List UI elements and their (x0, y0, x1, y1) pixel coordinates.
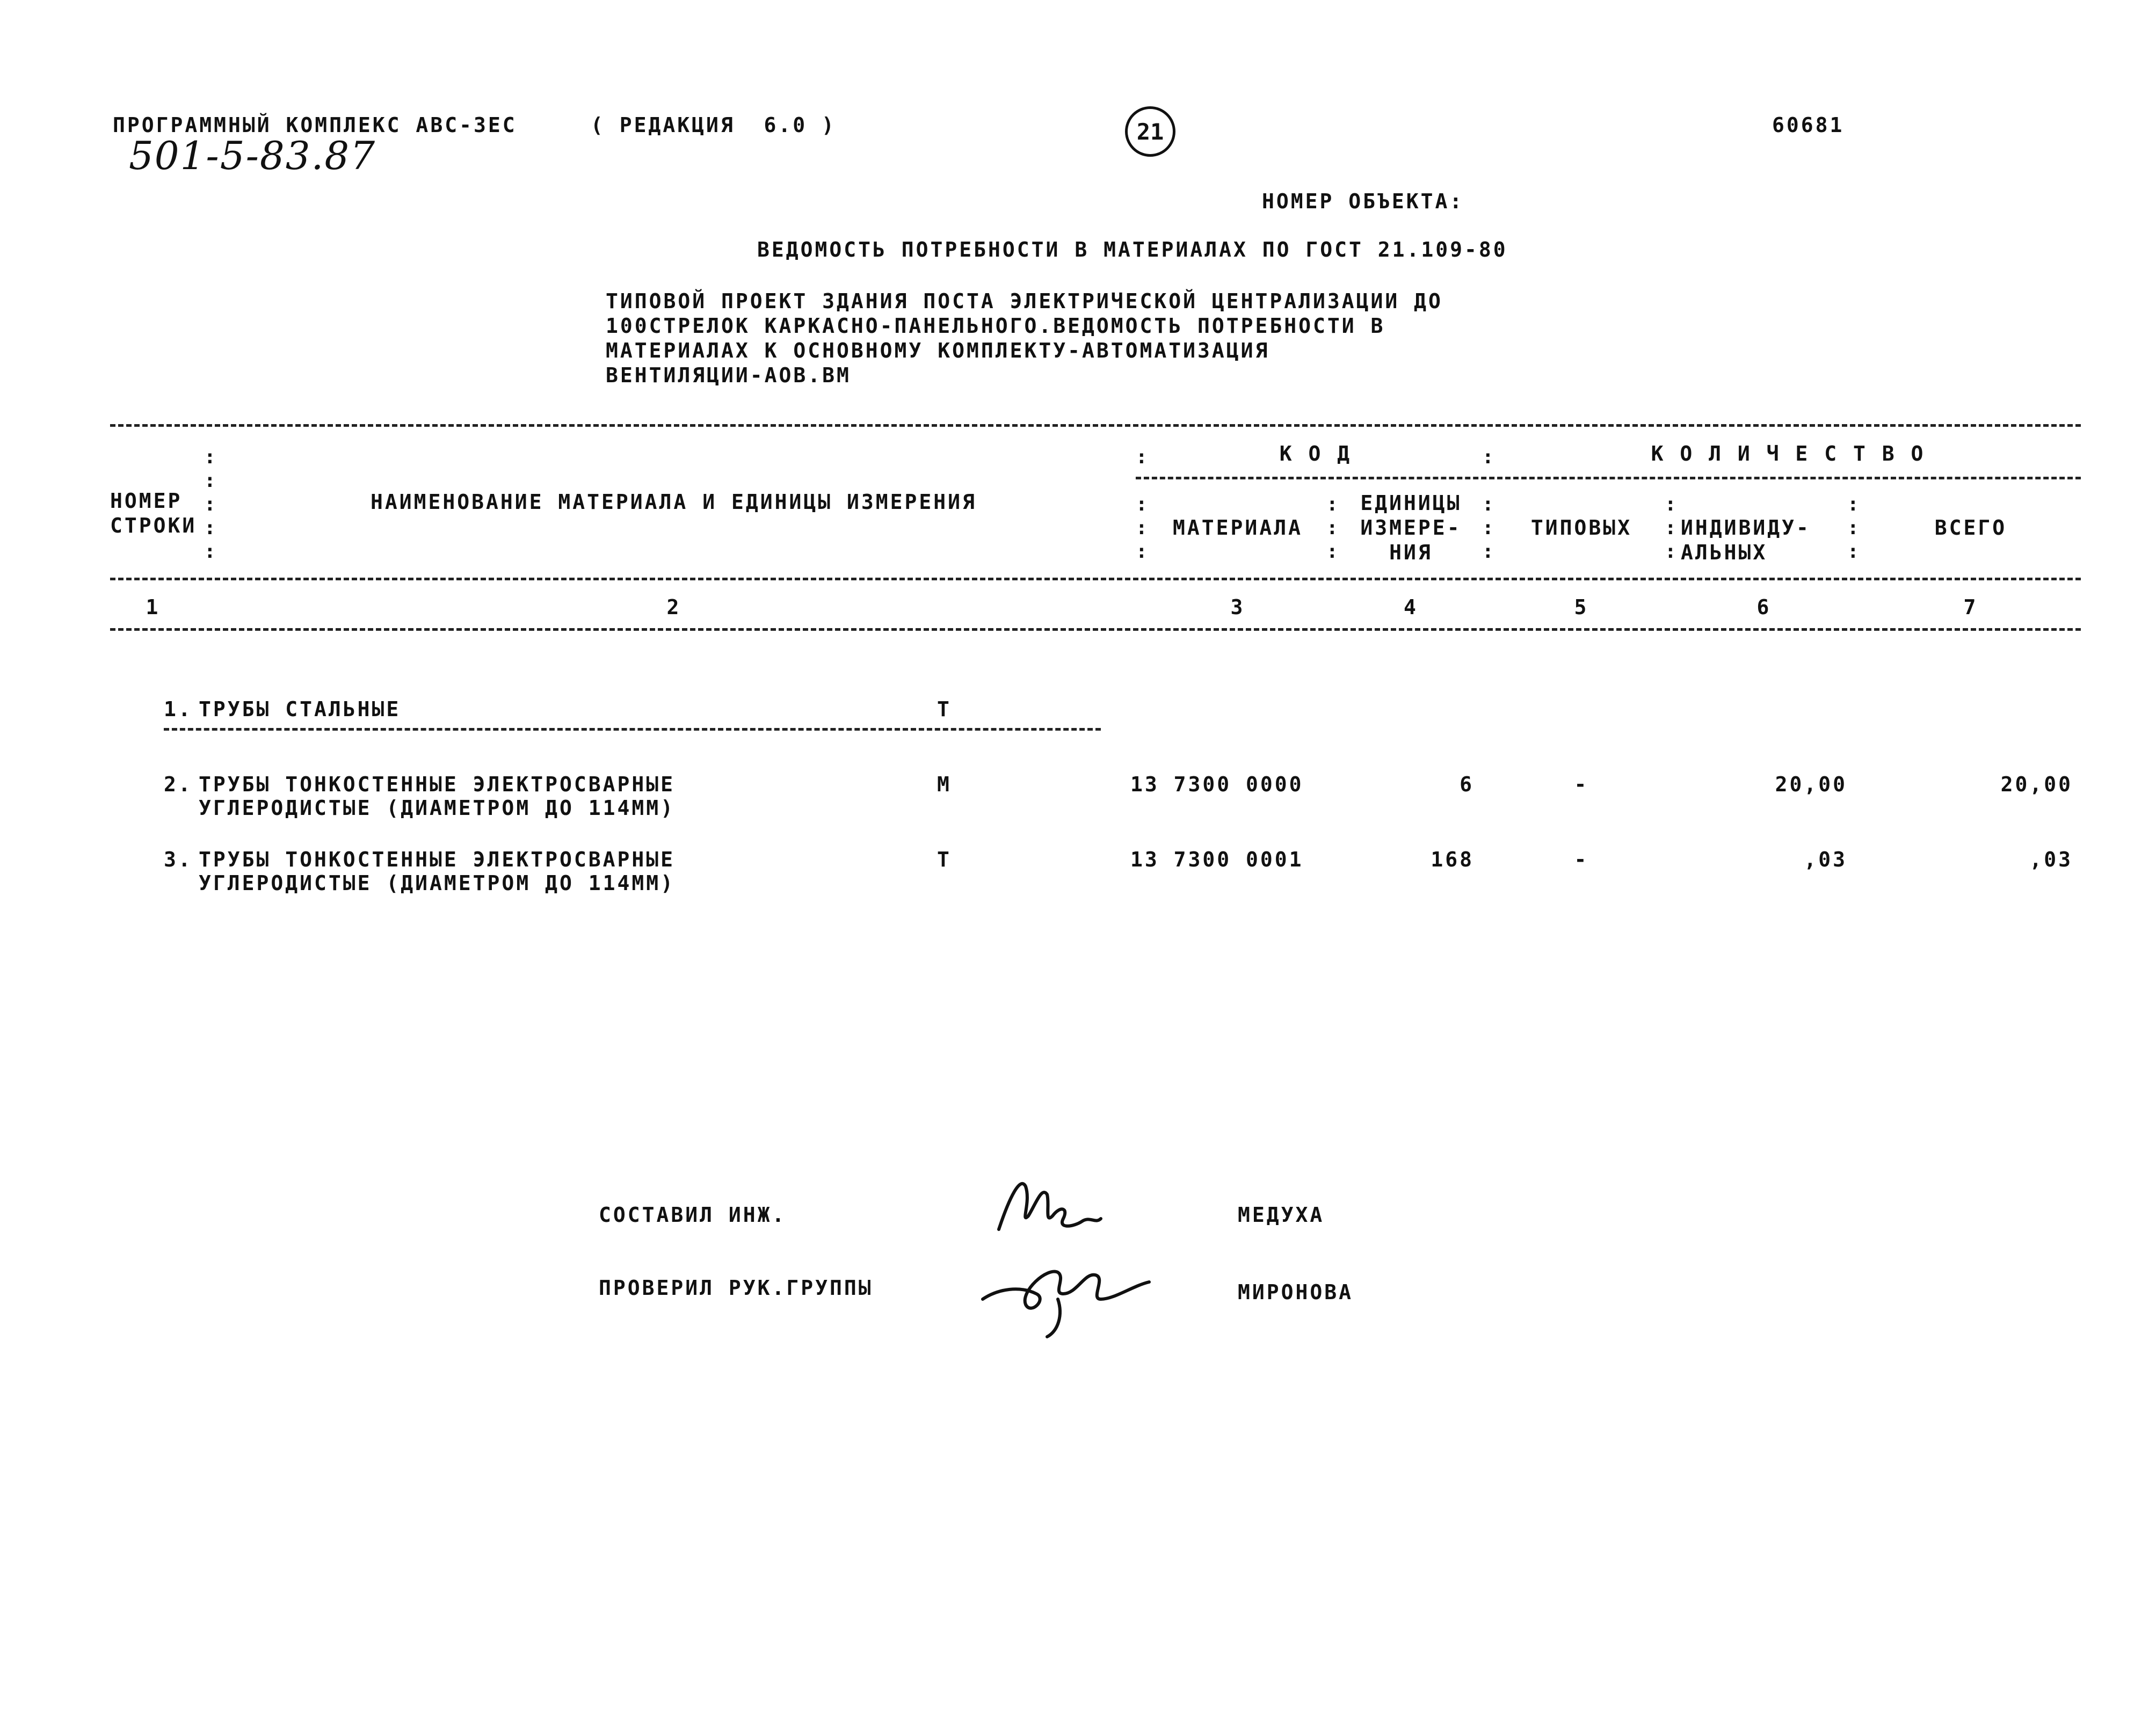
description-line-3: МАТЕРИАЛАХ К ОСНОВНОМУ КОМПЛЕКТУ-АВТОМАТИЗАЦИЯ (606, 339, 1270, 362)
col-separator: : : : (1326, 493, 1338, 563)
description-line-2: 100СТРЕЛОК КАРКАСНО-ПАНЕЛЬНОГО.ВЕДОМОСТЬ ПОТРЕБНОСТИ В (606, 314, 1385, 338)
description-line-4: ВЕНТИЛЯЦИИ-АОВ.ВМ (606, 363, 851, 387)
column-number-1: 1 (146, 595, 161, 619)
group-underline (164, 728, 1101, 731)
edition-label: ( РЕДАКЦИЯ 6.0 ) (591, 113, 836, 137)
unit-code: 168 (1431, 848, 1474, 871)
header-row-number-line2: СТРОКИ (110, 514, 197, 537)
header-individual-line1: ИНДИВИДУ- (1681, 516, 1811, 540)
header-code: К О Д (1279, 442, 1352, 465)
material-name-line2: УГЛЕРОДИСТЫЕ (ДИАМЕТРОМ ДО 114ММ) (199, 871, 675, 895)
material-code: 13 7300 0000 (1130, 773, 1304, 796)
header-row-number (110, 489, 197, 538)
column-number-5: 5 (1574, 595, 1589, 619)
header-individual-line2: АЛЬНЫХ (1681, 541, 1768, 564)
individual-quantity: 20,00 (1775, 773, 1847, 796)
header-unit-line1: ЕДИНИЦЫ (1360, 491, 1462, 515)
row-number: 1. (164, 697, 193, 721)
material-name-line1: ТРУБЫ ТОНКОСТЕННЫЕ ЭЛЕКТРОСВАРНЫЕ (199, 773, 675, 796)
description-line-1: ТИПОВОЙ ПРОЕКТ ЗДАНИЯ ПОСТА ЭЛЕКТРИЧЕСКОЙ ЦЕНТРАЛИЗАЦИИ ДО (606, 289, 1443, 313)
page-number-badge (1125, 106, 1175, 157)
document-number: 60681 (1772, 113, 1845, 137)
header-quantity: К О Л И Ч Е С Т В О (1651, 442, 1926, 465)
material-name-line1: ТРУБЫ ТОНКОСТЕННЫЕ ЭЛЕКТРОСВАРНЫЕ (199, 848, 675, 871)
table-top-rule (110, 424, 2081, 427)
unit-code: 6 (1460, 773, 1474, 796)
typical-quantity: - (1574, 773, 1589, 796)
material-code: 13 7300 0001 (1130, 848, 1304, 871)
material-name: ТРУБЫ СТАЛЬНЫЕ (199, 697, 401, 721)
page-number: 21 (1136, 118, 1164, 145)
total-quantity: 20,00 (2000, 773, 2073, 796)
header-typical: ТИПОВЫХ (1530, 516, 1632, 540)
column-number-3: 3 (1230, 595, 1245, 619)
program-name: ПРОГРАММНЫЙ КОМПЛЕКС АВС-3ЕС (113, 113, 517, 137)
handwritten-project-code: 501-5-83.87 (129, 133, 376, 178)
header-material-name: НАИМЕНОВАНИЕ МАТЕРИАЛА И ЕДИНИЦЫ ИЗМЕРЕНИЯ (371, 490, 977, 514)
column-number-2: 2 (666, 595, 681, 619)
checked-by-name: МИРОНОВА (1238, 1280, 1354, 1304)
col-separator: : : : : (1136, 446, 1148, 563)
column-number-7: 7 (1963, 595, 1978, 619)
document-title: ВЕДОМОСТЬ ПОТРЕБНОСТИ В МАТЕРИАЛАХ ПО ГОСТ 21.109-80 (757, 238, 1508, 261)
signature-medukha-icon (988, 1165, 1112, 1245)
material-name-line2: УГЛЕРОДИСТЫЕ (ДИАМЕТРОМ ДО 114ММ) (199, 796, 675, 820)
col-separator: : : : : : (204, 446, 216, 563)
object-number-label: НОМЕР ОБЪЕКТА: (1262, 190, 1464, 213)
unit-of-measure: М (937, 773, 952, 796)
individual-quantity: ,03 (1804, 848, 1847, 871)
column-number-4: 4 (1404, 595, 1418, 619)
row-number: 2. (164, 773, 193, 796)
header-total: ВСЕГО (1934, 516, 2007, 540)
typical-quantity: - (1574, 848, 1589, 871)
header-individual (1681, 515, 1811, 565)
compiled-by-label: СОСТАВИЛ ИНЖ. (599, 1203, 787, 1227)
column-numbers-rule (110, 628, 2081, 631)
header-unit-line3: НИЯ (1389, 541, 1433, 564)
col-separator: : : : (1665, 493, 1676, 563)
col-separator: : : : : (1482, 446, 1494, 563)
column-number-6: 6 (1756, 595, 1772, 619)
header-bottom-rule (110, 578, 2081, 580)
header-unit-line2: ИЗМЕРЕ- (1360, 516, 1462, 540)
unit-of-measure: Т (937, 697, 952, 721)
checked-by-label: ПРОВЕРИЛ РУК.ГРУППЫ (599, 1276, 873, 1300)
header-material-code: МАТЕРИАЛА (1173, 516, 1303, 540)
row-number: 3. (164, 848, 193, 871)
compiled-by-name: МЕДУХА (1238, 1203, 1325, 1227)
col-separator: : : : (1847, 493, 1859, 563)
signature-mironova-icon (977, 1235, 1155, 1342)
unit-of-measure: Т (937, 848, 952, 871)
header-row-number-line1: НОМЕР (110, 489, 183, 513)
code-qty-subrule (1136, 477, 2081, 479)
header-unit-code (1340, 491, 1482, 565)
total-quantity: ,03 (2029, 848, 2073, 871)
